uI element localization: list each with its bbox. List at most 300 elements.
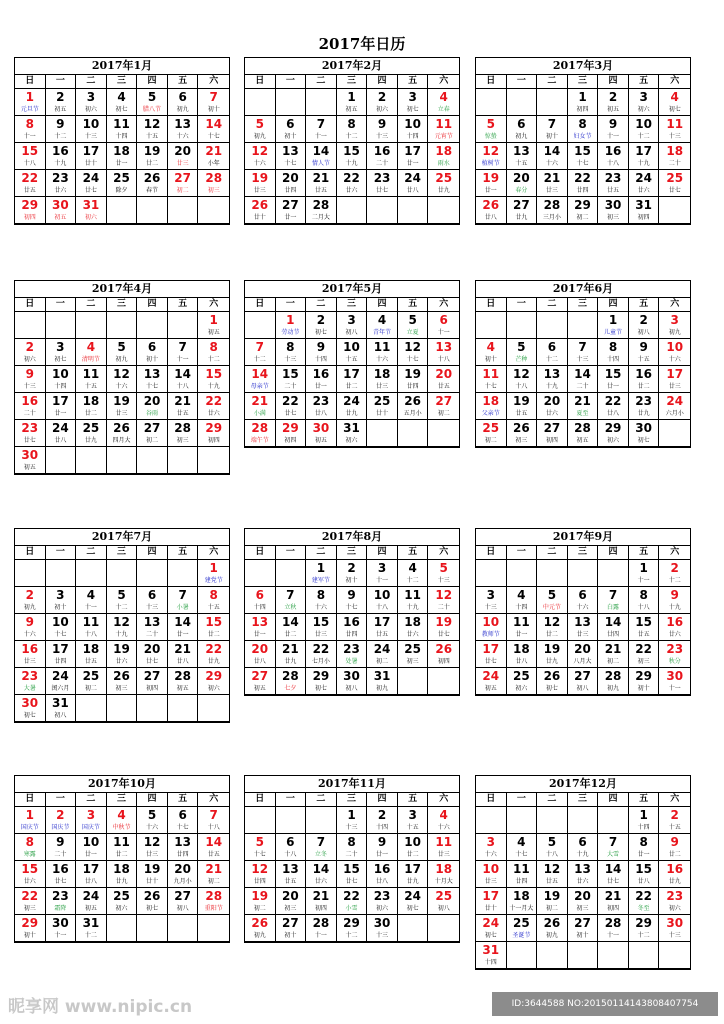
lunar-date: 廿二	[146, 160, 159, 167]
day-number: 16	[21, 394, 39, 408]
day-number: 14	[174, 615, 191, 629]
empty-cell	[659, 942, 690, 969]
day-cell	[15, 393, 46, 420]
month-title: 2017年2月	[245, 58, 459, 75]
weekday-header: 二	[537, 75, 568, 89]
day-number: 16	[343, 615, 360, 629]
day-cell	[537, 587, 568, 614]
empty-cell	[306, 807, 337, 834]
weekday-header: 五	[168, 546, 199, 560]
day-number: 22	[635, 642, 652, 656]
day-number: 8	[347, 117, 356, 131]
day-cell	[15, 695, 46, 722]
day-number: 8	[25, 117, 34, 131]
weekday-header: 一	[507, 298, 538, 312]
day-number: 24	[482, 669, 500, 683]
lunar-date: 十三	[484, 604, 497, 611]
lunar-date: 劳动节	[281, 329, 300, 336]
lunar-date: 初三	[23, 905, 36, 912]
lunar-date: 廿二	[284, 631, 297, 638]
day-cell	[337, 339, 368, 366]
day-cell	[629, 861, 660, 888]
lunar-date: 廿七	[376, 187, 389, 194]
day-number: 31	[343, 421, 360, 435]
day-cell	[76, 587, 107, 614]
day-cell	[137, 116, 168, 143]
day-cell	[337, 861, 368, 888]
empty-cell	[76, 447, 107, 474]
day-cell	[398, 143, 429, 170]
day-number: 8	[578, 117, 587, 131]
day-number: 3	[670, 313, 679, 327]
weekday-header: 日	[245, 793, 276, 807]
day-cell	[629, 668, 660, 695]
lunar-date: 春分	[515, 187, 528, 194]
lunar-date: 十七	[284, 160, 297, 167]
day-cell	[15, 915, 46, 942]
day-cell	[398, 834, 429, 861]
lunar-date: 廿六	[668, 631, 681, 638]
day-number: 5	[547, 588, 557, 602]
lunar-date: 谷雨	[146, 410, 159, 417]
lunar-date: 廿六	[54, 187, 67, 194]
lunar-date: 十二	[84, 932, 97, 939]
day-number: 1	[286, 313, 295, 327]
lunar-date: 初五	[176, 685, 189, 692]
day-cell	[659, 614, 690, 641]
lunar-date: 初四	[637, 214, 650, 221]
lunar-date: 国庆节	[20, 824, 39, 831]
day-number: 5	[255, 835, 264, 849]
weekday-header: 三	[568, 75, 599, 89]
day-cell	[137, 668, 168, 695]
day-number: 30	[343, 669, 360, 683]
lunar-date: 初十	[284, 133, 297, 140]
weekday-header: 二	[537, 546, 568, 560]
day-cell	[659, 641, 690, 668]
lunar-date: 十五	[84, 383, 97, 390]
day-cell	[537, 915, 568, 942]
day-number: 1	[639, 561, 648, 575]
day-number: 29	[574, 198, 591, 212]
day-cell	[46, 807, 77, 834]
day-number: 8	[209, 340, 218, 354]
lunar-date: 初五	[484, 685, 497, 692]
day-cell	[76, 861, 107, 888]
lunar-date: 十一	[637, 577, 650, 584]
day-cell	[337, 834, 368, 861]
lunar-date: 十三	[437, 577, 450, 584]
day-cell	[507, 915, 538, 942]
day-number: 13	[143, 615, 161, 629]
day-number: 3	[56, 588, 65, 602]
lunar-date: 二十	[668, 160, 681, 167]
day-cell	[476, 915, 507, 942]
day-number: 6	[547, 340, 557, 354]
lunar-date: 廿八	[376, 878, 389, 885]
day-number: 21	[604, 642, 622, 656]
lunar-date: 十一月大	[509, 905, 534, 912]
day-cell	[15, 834, 46, 861]
lunar-date: 十七	[54, 631, 67, 638]
day-cell	[428, 834, 459, 861]
lunar-date: 十八	[23, 160, 36, 167]
day-number: 13	[574, 862, 591, 876]
lunar-date: 廿三	[23, 658, 36, 665]
empty-cell	[507, 89, 538, 116]
day-cell	[428, 366, 459, 393]
day-number: 9	[670, 588, 679, 602]
empty-cell	[398, 420, 429, 447]
day-cell	[245, 143, 276, 170]
lunar-date: 九月小	[173, 878, 192, 885]
day-number: 7	[286, 588, 295, 602]
lunar-date: 廿八	[484, 214, 497, 221]
day-cell	[629, 143, 660, 170]
day-number: 16	[52, 144, 69, 158]
day-cell	[537, 116, 568, 143]
lunar-date: 十九	[668, 604, 681, 611]
lunar-date: 廿五	[207, 851, 220, 858]
day-cell	[659, 393, 690, 420]
lunar-date: 惊蛰	[484, 133, 497, 140]
weekday-header: 六	[198, 75, 229, 89]
day-cell	[168, 89, 199, 116]
weekday-header: 二	[76, 546, 107, 560]
day-number: 26	[143, 889, 161, 903]
lunar-date: 十二	[406, 577, 419, 584]
day-number: 26	[143, 171, 161, 185]
day-cell	[598, 339, 629, 366]
lunar-date: 元旦节	[20, 106, 39, 113]
day-number: 13	[174, 835, 191, 849]
lunar-date: 廿八	[176, 658, 189, 665]
day-number: 11	[513, 615, 530, 629]
day-cell	[46, 861, 77, 888]
day-cell	[428, 888, 459, 915]
lunar-date: 廿一	[376, 851, 389, 858]
day-number: 10	[635, 117, 652, 131]
day-cell	[76, 888, 107, 915]
day-cell	[107, 116, 138, 143]
day-cell	[568, 587, 599, 614]
day-cell	[507, 366, 538, 393]
day-grid	[476, 793, 690, 969]
lunar-date: 廿八	[54, 437, 67, 444]
day-number: 27	[282, 198, 299, 212]
day-cell	[46, 641, 77, 668]
lunar-date: 廿十	[253, 214, 266, 221]
day-number: 19	[513, 394, 530, 408]
lunar-date: 七月小	[311, 658, 330, 665]
day-cell	[198, 143, 229, 170]
lunar-date: 廿三	[176, 160, 189, 167]
lunar-date: 十九	[345, 160, 358, 167]
lunar-date: 十一	[84, 604, 97, 611]
day-cell	[306, 614, 337, 641]
empty-cell	[428, 420, 459, 447]
lunar-date: 植树节	[481, 160, 500, 167]
weekday-header: 二	[306, 546, 337, 560]
day-number: 24	[52, 421, 69, 435]
day-number: 20	[282, 889, 299, 903]
day-cell	[476, 668, 507, 695]
lunar-date: 初五	[576, 437, 589, 444]
day-number: 22	[312, 642, 330, 656]
weekday-header: 日	[15, 75, 46, 89]
day-cell	[198, 888, 229, 915]
day-cell	[337, 641, 368, 668]
weekday-header: 一	[46, 298, 77, 312]
weekday-header: 六	[659, 793, 690, 807]
lunar-date: 十一	[437, 329, 450, 336]
day-number: 29	[21, 916, 39, 930]
day-cell	[367, 393, 398, 420]
day-cell	[137, 170, 168, 197]
day-number: 2	[670, 808, 679, 822]
day-number: 12	[143, 835, 161, 849]
day-cell	[659, 116, 690, 143]
lunar-date: 十二	[637, 133, 650, 140]
lunar-date: 廿九	[345, 410, 358, 417]
day-cell	[306, 366, 337, 393]
lunar-date: 十九	[406, 604, 419, 611]
day-grid	[15, 546, 229, 722]
lunar-date: 廿六	[345, 187, 358, 194]
lunar-date: 廿三	[545, 187, 558, 194]
day-cell	[107, 861, 138, 888]
day-number: 25	[666, 171, 684, 185]
lunar-date: 初七	[314, 685, 327, 692]
day-number: 3	[377, 561, 387, 575]
empty-cell	[107, 695, 138, 722]
day-number: 29	[21, 198, 39, 212]
month-block	[14, 528, 230, 723]
day-cell	[507, 143, 538, 170]
day-cell	[398, 312, 429, 339]
lunar-date: 廿七	[84, 187, 97, 194]
empty-cell	[15, 560, 46, 587]
lunar-date: 廿一	[607, 383, 620, 390]
day-cell	[198, 861, 229, 888]
day-number: 22	[282, 394, 299, 408]
month-block	[14, 775, 230, 943]
day-cell	[337, 393, 368, 420]
day-number: 2	[25, 340, 34, 354]
day-number: 13	[251, 615, 269, 629]
day-number: 15	[282, 367, 299, 381]
empty-cell	[568, 312, 599, 339]
lunar-date: 情人节	[311, 160, 330, 167]
day-number: 28	[282, 669, 299, 683]
day-number: 30	[52, 916, 69, 930]
day-number: 11	[373, 340, 391, 354]
day-cell	[168, 587, 199, 614]
lunar-date: 廿一	[176, 631, 189, 638]
lunar-date: 初六	[668, 905, 681, 912]
empty-cell	[245, 807, 276, 834]
day-number: 20	[543, 394, 561, 408]
lunar-date: 十八	[284, 851, 297, 858]
day-cell	[337, 560, 368, 587]
watermark-logo: 昵享网 www.nipic.cn	[8, 997, 193, 1017]
day-cell	[76, 143, 107, 170]
lunar-date: 初九	[23, 604, 36, 611]
day-cell	[276, 668, 307, 695]
empty-cell	[46, 447, 77, 474]
lunar-date: 初九	[515, 133, 528, 140]
day-cell	[507, 668, 538, 695]
weekday-header: 日	[245, 298, 276, 312]
month-block	[475, 528, 691, 696]
empty-cell	[568, 942, 599, 969]
lunar-date: 廿六	[23, 878, 36, 885]
lunar-date: 廿五	[314, 187, 327, 194]
weekday-header: 二	[537, 793, 568, 807]
lunar-date: 廿三	[437, 851, 450, 858]
day-number: 12	[251, 862, 269, 876]
lunar-date: 十一	[314, 133, 327, 140]
empty-cell	[76, 312, 107, 339]
day-number: 11	[666, 117, 684, 131]
day-number: 15	[205, 615, 223, 629]
day-number: 19	[143, 144, 161, 158]
day-number: 7	[209, 808, 218, 822]
day-number: 4	[486, 340, 495, 354]
lunar-date: 四月大	[112, 437, 131, 444]
lunar-date: 廿一	[115, 160, 128, 167]
day-number: 27	[282, 916, 299, 930]
empty-cell	[107, 447, 138, 474]
lunar-date: 廿一	[515, 631, 528, 638]
day-cell	[398, 560, 429, 587]
day-number: 3	[486, 835, 495, 849]
lunar-date: 十四	[607, 356, 620, 363]
day-cell	[507, 420, 538, 447]
day-number: 8	[639, 835, 648, 849]
day-number: 22	[21, 889, 39, 903]
lunar-date: 廿六	[545, 410, 558, 417]
empty-cell	[137, 447, 168, 474]
lunar-date: 初三	[515, 437, 528, 444]
day-cell	[276, 915, 307, 942]
day-cell	[168, 143, 199, 170]
day-grid	[15, 793, 229, 942]
lunar-date: 初三	[115, 685, 128, 692]
day-number: 11	[82, 367, 100, 381]
day-cell	[245, 614, 276, 641]
day-cell	[46, 587, 77, 614]
lunar-date: 十九	[637, 160, 650, 167]
day-cell	[107, 143, 138, 170]
empty-cell	[507, 807, 538, 834]
day-number: 26	[435, 642, 453, 656]
lunar-date: 初六	[376, 106, 389, 113]
empty-cell	[107, 312, 138, 339]
lunar-date: 初二	[545, 905, 558, 912]
day-number: 11	[435, 117, 453, 131]
lunar-date: 十四	[406, 133, 419, 140]
lunar-date: 大暑	[23, 685, 36, 692]
day-number: 17	[82, 862, 100, 876]
empty-cell	[598, 942, 629, 969]
lunar-date: 廿四	[406, 383, 419, 390]
day-number: 1	[209, 561, 218, 575]
weekday-header: 五	[168, 298, 199, 312]
lunar-date: 廿五	[23, 187, 36, 194]
lunar-date: 初八	[54, 712, 67, 719]
day-number: 17	[343, 367, 360, 381]
day-cell	[398, 89, 429, 116]
empty-cell	[168, 695, 199, 722]
weekday-header: 二	[76, 298, 107, 312]
day-number: 25	[435, 171, 453, 185]
month-block	[475, 57, 691, 225]
lunar-date: 二十	[376, 160, 389, 167]
lunar-date: 十六	[23, 631, 36, 638]
empty-cell	[398, 197, 429, 224]
weekday-header: 六	[428, 793, 459, 807]
day-number: 29	[205, 669, 223, 683]
empty-cell	[46, 560, 77, 587]
lunar-date: 十一	[607, 932, 620, 939]
weekday-header: 三	[107, 546, 138, 560]
lunar-date: 廿四	[576, 187, 589, 194]
lunar-date: 初二	[84, 685, 97, 692]
watermark-id: ID:3644588 NO:20150114143808407754	[492, 992, 718, 1016]
day-cell	[337, 116, 368, 143]
empty-cell	[428, 668, 459, 695]
day-number: 20	[174, 144, 191, 158]
day-number: 27	[143, 669, 161, 683]
day-number: 24	[82, 171, 100, 185]
day-cell	[367, 170, 398, 197]
day-number: 29	[343, 916, 360, 930]
day-cell	[46, 614, 77, 641]
lunar-date: 寒露	[23, 851, 36, 858]
day-number: 2	[377, 808, 387, 822]
day-number: 13	[143, 367, 161, 381]
day-number: 24	[52, 669, 69, 683]
day-number: 13	[513, 144, 530, 158]
lunar-date: 初四	[607, 905, 620, 912]
day-cell	[598, 668, 629, 695]
day-cell	[428, 116, 459, 143]
day-number: 21	[205, 862, 223, 876]
weekday-header: 一	[276, 75, 307, 89]
day-number: 21	[174, 394, 191, 408]
lunar-date: 十七	[484, 383, 497, 390]
day-cell	[76, 915, 107, 942]
day-cell	[367, 89, 398, 116]
day-cell	[276, 143, 307, 170]
lunar-date: 初六	[23, 356, 36, 363]
lunar-date: 初八	[345, 685, 358, 692]
day-number: 19	[113, 394, 130, 408]
lunar-date: 十三	[284, 356, 297, 363]
lunar-date: 除夕	[115, 187, 128, 194]
lunar-date: 母亲节	[250, 383, 269, 390]
day-cell	[398, 861, 429, 888]
empty-cell	[568, 807, 599, 834]
lunar-date: 二十	[54, 851, 67, 858]
day-cell	[198, 641, 229, 668]
lunar-date: 初七	[314, 329, 327, 336]
weekday-header: 三	[337, 298, 368, 312]
day-number: 5	[117, 588, 126, 602]
day-cell	[428, 614, 459, 641]
day-number: 26	[113, 669, 130, 683]
